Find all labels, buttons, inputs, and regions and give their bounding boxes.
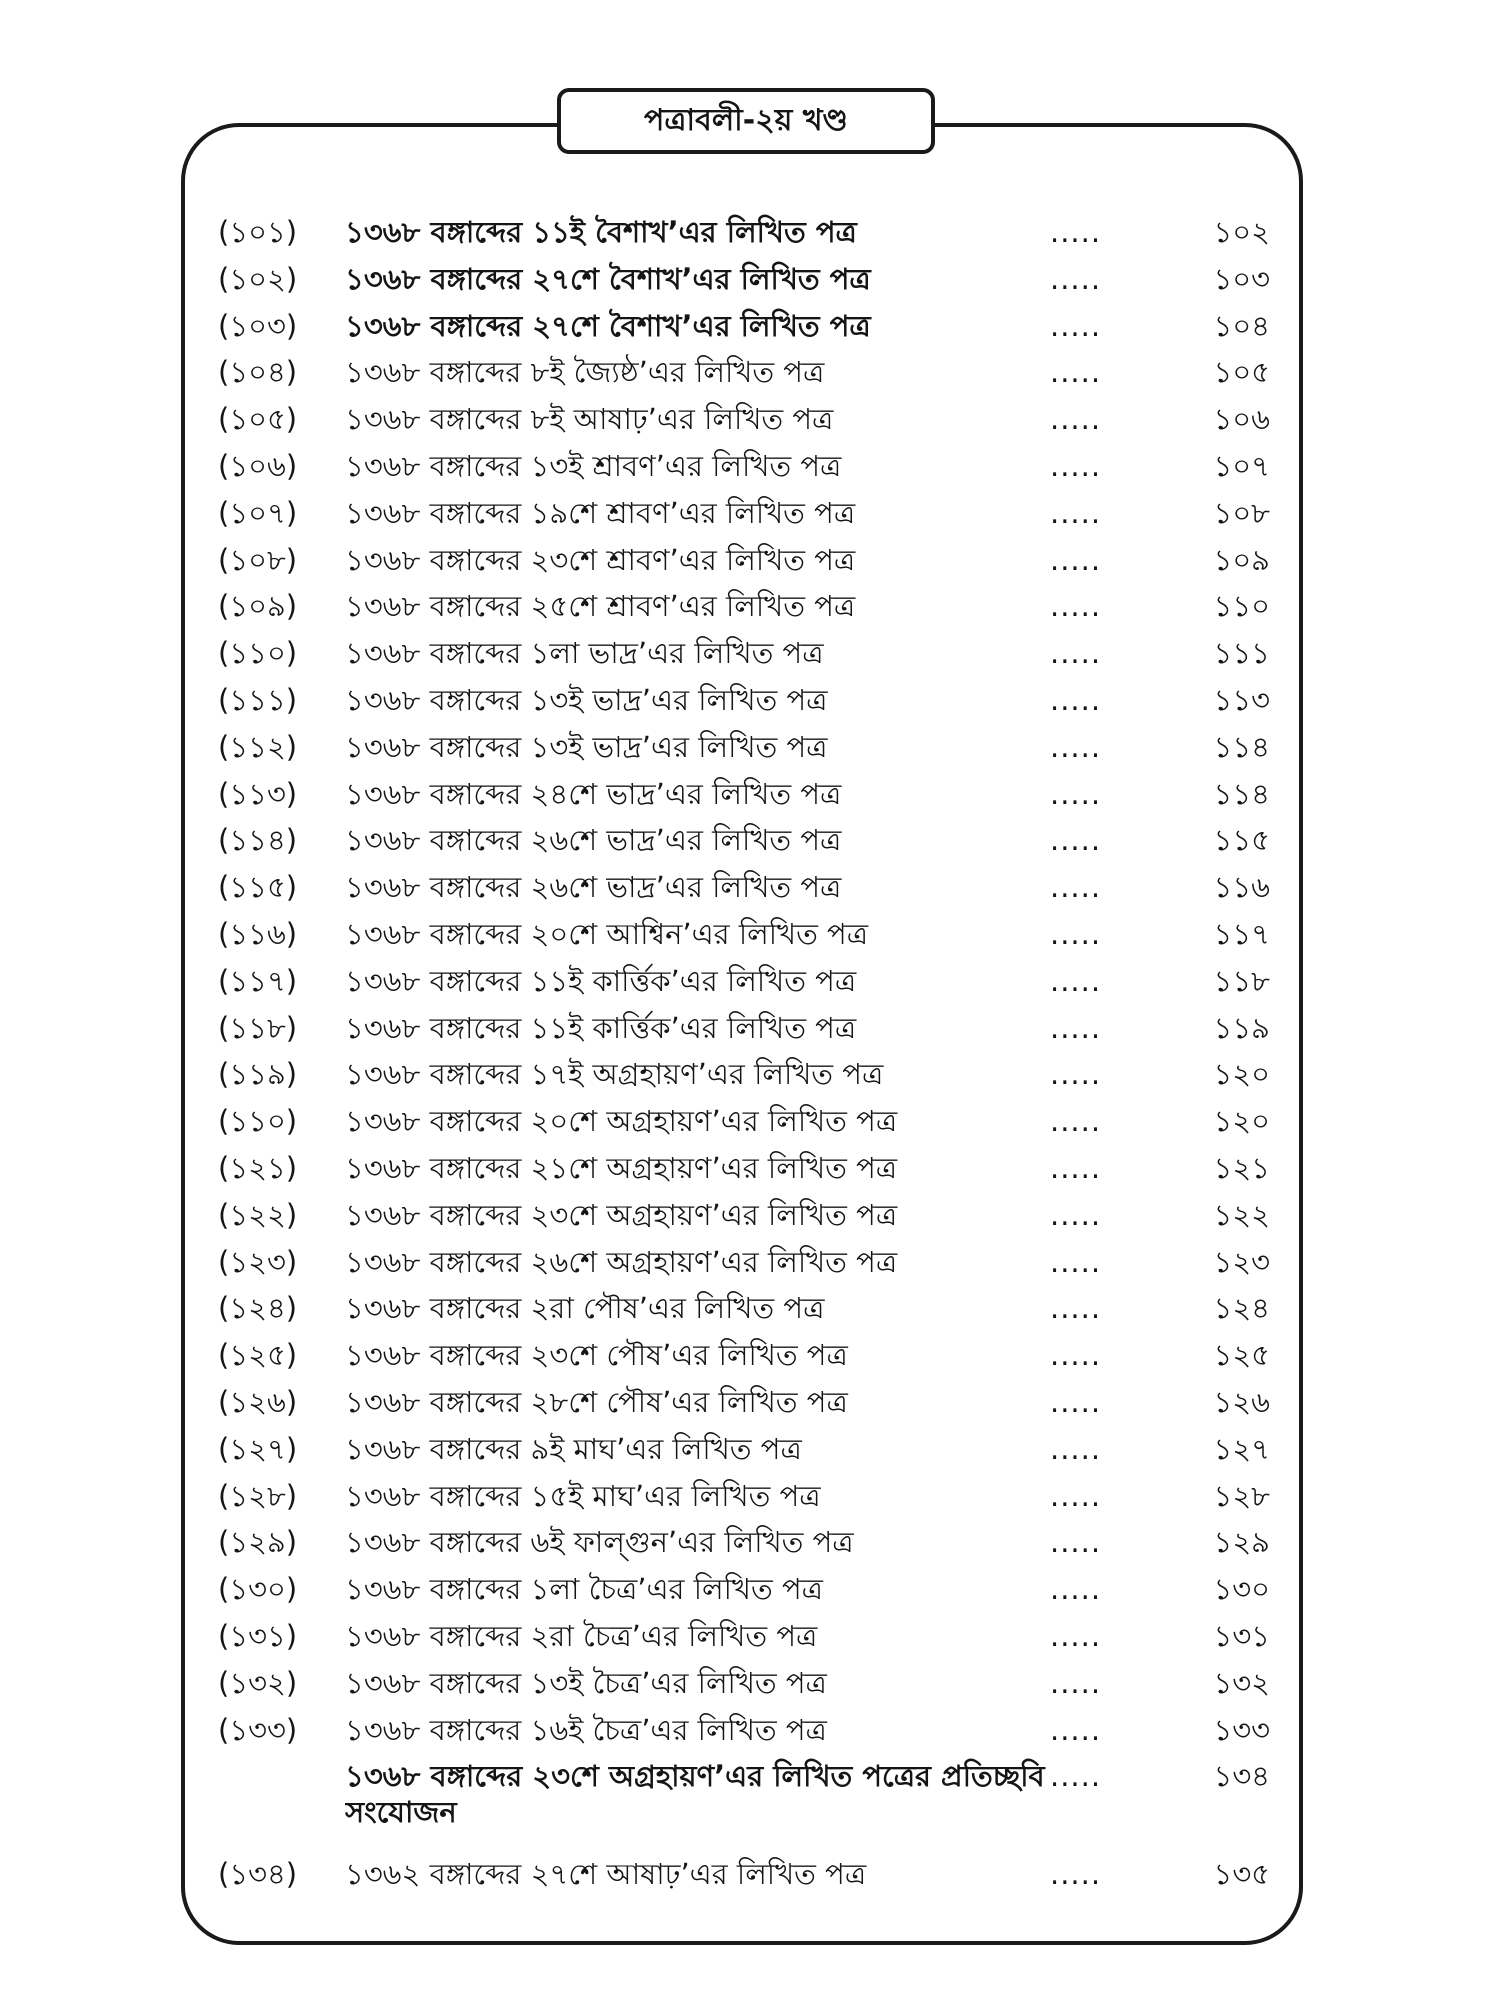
- toc-entry: [218, 1474, 1280, 1521]
- page-number: ১২১: [1213, 1150, 1270, 1185]
- entry-number: (১৩৩): [218, 1712, 298, 1747]
- entry-title: ১৩৬৮ বঙ্গাব্দের ৮ই আষাঢ়’এর লিখিত পত্র: [345, 402, 834, 437]
- entry-number: (১১১): [218, 682, 298, 717]
- toc-entry: [218, 350, 1280, 397]
- leader-dots: .....: [1050, 589, 1102, 624]
- toc-entry: [218, 257, 1280, 304]
- leader-dots: .....: [1050, 1572, 1102, 1607]
- supplement-entry-continued: [218, 1790, 1280, 1848]
- page-number: ১১৩: [1213, 682, 1270, 717]
- entry-number: (১২৩): [218, 1244, 298, 1279]
- leader-dots: .....: [1050, 542, 1102, 577]
- entry-number: (১৩১): [218, 1618, 298, 1653]
- leader-dots: .....: [1050, 355, 1102, 390]
- toc-entry-last: [218, 1852, 1280, 1899]
- entry-number: (১২৭): [218, 1431, 298, 1466]
- leader-dots: .....: [1050, 963, 1102, 998]
- leader-dots: .....: [1050, 1291, 1102, 1326]
- toc-entry: [218, 210, 1280, 257]
- entry-title: ১৩৬৮ বঙ্গাব্দের ২৫শে শ্রাবণ’এর লিখিত পত্র: [345, 589, 856, 624]
- page-number: ১২৭: [1213, 1431, 1270, 1466]
- leader-dots: .....: [1050, 1244, 1102, 1279]
- page-number: ১০৭: [1213, 448, 1270, 483]
- entry-number: (১১৩): [218, 776, 298, 811]
- toc-entry: [218, 1333, 1280, 1380]
- toc-entry: [218, 1006, 1280, 1053]
- entry-number: (১০৯): [218, 589, 298, 624]
- entry-title: ১৩৬৮ বঙ্গাব্দের ২৩শে শ্রাবণ’এর লিখিত পত্র: [345, 542, 856, 577]
- entry-title: ১৩৬৮ বঙ্গাব্দের ১লা চৈত্র’এর লিখিত পত্র: [345, 1572, 823, 1607]
- leader-dots: .....: [1050, 1010, 1102, 1045]
- entry-title: ১৩৬৮ বঙ্গাব্দের ৮ই জ্যৈষ্ঠ’এর লিখিত পত্র: [345, 355, 825, 390]
- toc-entry: [218, 678, 1280, 725]
- entry-title: ১৩৬৮ বঙ্গাব্দের ১৭ই অগ্রহায়ণ’এর লিখিত পত্র: [345, 1057, 884, 1092]
- toc-entry: [218, 304, 1280, 351]
- entry-number: (১২১): [218, 1150, 298, 1185]
- entry-title: ১৩৬৮ বঙ্গাব্দের ১লা ভাদ্র’এর লিখিত পত্র: [345, 636, 824, 671]
- page-number: ১১০: [1213, 589, 1270, 624]
- leader-dots: .....: [1050, 1618, 1102, 1653]
- toc-entry: [218, 1427, 1280, 1474]
- entry-title: ১৩৬৮ বঙ্গাব্দের ১১ই কার্ত্তিক’এর লিখিত পত্র: [345, 963, 857, 998]
- entry-title: ১৩৬৮ বঙ্গাব্দের ২রা চৈত্র’এর লিখিত পত্র: [345, 1618, 818, 1653]
- leader-dots: .....: [1050, 823, 1102, 858]
- leader-dots: .....: [1050, 1338, 1102, 1373]
- leader-dots: .....: [1050, 682, 1102, 717]
- entry-title: ১৩৬৮ বঙ্গাব্দের ২৭শে বৈশাখ’এর লিখিত পত্র: [345, 261, 871, 296]
- entry-number: (১১৪): [218, 823, 298, 858]
- page-number: ১১৪: [1213, 776, 1270, 811]
- entry-title: ১৩৬৮ বঙ্গাব্দের ১৩ই ভাদ্র’এর লিখিত পত্র: [345, 682, 828, 717]
- table-of-contents: [218, 210, 1280, 1899]
- toc-entry: [218, 538, 1280, 585]
- page-number: ১০২: [1213, 215, 1270, 249]
- leader-dots: .....: [1050, 1525, 1102, 1560]
- leader-dots: .....: [1050, 1150, 1102, 1185]
- leader-dots: .....: [1050, 1712, 1102, 1747]
- toc-entry: [218, 1708, 1280, 1755]
- toc-entry: [218, 397, 1280, 444]
- leader-dots: .....: [1050, 1759, 1102, 1794]
- entry-title: ১৩৬৮ বঙ্গাব্দের ১৩ই ভাদ্র’এর লিখিত পত্র: [345, 729, 828, 764]
- page-number: ১০৬: [1213, 402, 1270, 437]
- page-number: ১১১: [1213, 636, 1270, 671]
- page-number: ১২২: [1213, 1197, 1270, 1232]
- toc-entry: [218, 1146, 1280, 1193]
- toc-entry: [218, 725, 1280, 772]
- leader-dots: .....: [1050, 1197, 1102, 1232]
- page-number: ১৩১: [1213, 1618, 1270, 1653]
- page-number: ১১৮: [1213, 963, 1270, 998]
- toc-entry: [218, 584, 1280, 631]
- page-number: ১২৬: [1213, 1384, 1270, 1419]
- toc-entry: [218, 1099, 1280, 1146]
- page-number: ১০৫: [1213, 355, 1270, 390]
- entry-title: ১৩৬৮ বঙ্গাব্দের ২৭শে বৈশাখ’এর লিখিত পত্র: [345, 308, 871, 343]
- entry-title: ১৩৬৮ বঙ্গাব্দের ১৯শে শ্রাবণ’এর লিখিত পত্র: [345, 495, 856, 530]
- entry-number: (১১০): [218, 636, 298, 671]
- entry-title: ১৩৬৮ বঙ্গাব্দের ২৩শে অগ্রহায়ণ’এর লিখিত পত্র: [345, 1197, 898, 1232]
- toc-entry: [218, 1240, 1280, 1287]
- entry-title: ১৩৬৮ বঙ্গাব্দের ৯ই মাঘ’এর লিখিত পত্র: [345, 1431, 802, 1466]
- leader-dots: .....: [1050, 916, 1102, 951]
- entry-list: [218, 210, 1280, 1754]
- toc-entry: [218, 959, 1280, 1006]
- entry-title: ১৩৬৮ বঙ্গাব্দের ১৩ই শ্রাবণ’এর লিখিত পত্র: [345, 448, 842, 483]
- entry-number: (১৩০): [218, 1572, 298, 1607]
- entry-number: (১১৬): [218, 916, 298, 951]
- page-number: ১২৪: [1213, 1291, 1270, 1326]
- entry-title: ১৩৬৮ বঙ্গাব্দের ২৪শে ভাদ্র’এর লিখিত পত্র: [345, 776, 842, 811]
- toc-entry: [218, 1661, 1280, 1708]
- entry-title: ১৩৬৮ বঙ্গাব্দের ৬ই ফাল্গুন’এর লিখিত পত্র: [345, 1525, 854, 1560]
- toc-entry: [218, 444, 1280, 491]
- leader-dots: .....: [1050, 636, 1102, 671]
- entry-number: (১০৪): [218, 355, 298, 390]
- entry-title: ১৩৬৮ বঙ্গাব্দের ১১ই কার্ত্তিক’এর লিখিত পত্র: [345, 1010, 857, 1045]
- entry-number: (১১৭): [218, 963, 298, 998]
- entry-number: (১২৯): [218, 1525, 298, 1560]
- page-number: ১৩৪: [1213, 1759, 1270, 1794]
- page-number: ১২৫: [1213, 1338, 1270, 1373]
- toc-entry: [218, 772, 1280, 819]
- leader-dots: .....: [1050, 261, 1102, 296]
- entry-title: ১৩৬৮ বঙ্গাব্দের ১৬ই চৈত্র’এর লিখিত পত্র: [345, 1712, 827, 1747]
- entry-title: ১৩৬৮ বঙ্গাব্দের ১১ই বৈশাখ’এর লিখিত পত্র: [345, 215, 857, 249]
- entry-number: (১১৮): [218, 1010, 298, 1045]
- leader-dots: .....: [1050, 495, 1102, 530]
- supplement-subtitle: সংযোজন: [345, 1795, 457, 1830]
- page-number: ১১৪: [1213, 729, 1270, 764]
- page-number: ১২০: [1213, 1057, 1270, 1092]
- entry-title: ১৩৬৮ বঙ্গাব্দের ১৫ই মাঘ’এর লিখিত পত্র: [345, 1478, 821, 1513]
- entry-title: ১৩৬৮ বঙ্গাব্দের ২৬শে অগ্রহায়ণ’এর লিখিত পত্র: [345, 1244, 898, 1279]
- entry-number: (১১৯): [218, 1057, 298, 1092]
- toc-entry: [218, 1286, 1280, 1333]
- page-number: ১০৩: [1213, 261, 1270, 296]
- page-number: ১৩০: [1213, 1572, 1270, 1607]
- leader-dots: .....: [1050, 1431, 1102, 1466]
- toc-entry: [218, 491, 1280, 538]
- leader-dots: .....: [1050, 870, 1102, 905]
- leader-dots: .....: [1050, 1057, 1102, 1092]
- entry-number: (১০৮): [218, 542, 298, 577]
- entry-number: (১১৫): [218, 870, 298, 905]
- entry-title: ১৩৬৮ বঙ্গাব্দের ২১শে অগ্রহায়ণ’এর লিখিত পত্র: [345, 1150, 898, 1185]
- toc-entry: [218, 1193, 1280, 1240]
- page-number: ১১৫: [1213, 823, 1270, 858]
- leader-dots: .....: [1050, 1478, 1102, 1513]
- entry-number: (১১০): [218, 1104, 298, 1139]
- toc-entry: [218, 865, 1280, 912]
- page-number: ১৩৫: [1213, 1857, 1270, 1892]
- page-title-box: [557, 88, 935, 154]
- entry-title: ১৩৬৮ বঙ্গাব্দের ২৬শে ভাদ্র’এর লিখিত পত্র: [345, 870, 842, 905]
- toc-entry: [218, 631, 1280, 678]
- page-number: ১০৪: [1213, 308, 1270, 343]
- toc-entry: [218, 1567, 1280, 1614]
- entry-title: ১৩৬৮ বঙ্গাব্দের ২০শে আশ্বিন’এর লিখিত পত্র: [345, 916, 869, 951]
- entry-title: ১৩৬৮ বঙ্গাব্দের ২রা পৌষ’এর লিখিত পত্র: [345, 1291, 825, 1326]
- page-number: ১১৭: [1213, 916, 1270, 951]
- entry-title: ১৩৬৮ বঙ্গাব্দের ২০শে অগ্রহায়ণ’এর লিখিত পত্র: [345, 1104, 898, 1139]
- supplement-entry: [218, 1754, 1280, 1794]
- page-number: ১২৩: [1213, 1244, 1270, 1279]
- leader-dots: .....: [1050, 1384, 1102, 1419]
- leader-dots: .....: [1050, 1857, 1102, 1892]
- entry-number: (১২৫): [218, 1338, 298, 1373]
- leader-dots: .....: [1050, 1665, 1102, 1700]
- supplement-title: ১৩৬৮ বঙ্গাব্দের ২৩শে অগ্রহায়ণ’এর লিখিত পত্রের প্রতিচ্ছবি: [345, 1759, 1045, 1794]
- entry-number: (১২৮): [218, 1478, 298, 1513]
- entry-number: (১৩৪): [218, 1857, 298, 1892]
- entry-title: ১৩৬৮ বঙ্গাব্দের ২৩শে পৌষ’এর লিখিত পত্র: [345, 1338, 848, 1373]
- entry-number: (১০৩): [218, 308, 298, 343]
- page-number: ১১৯: [1213, 1010, 1270, 1045]
- leader-dots: .....: [1050, 215, 1102, 249]
- leader-dots: .....: [1050, 308, 1102, 343]
- entry-number: (১০৬): [218, 448, 298, 483]
- entry-title: ১৩৬২ বঙ্গাব্দের ২৭শে আষাঢ়’এর লিখিত পত্র: [345, 1857, 867, 1892]
- toc-entry: [218, 1520, 1280, 1567]
- entry-title: ১৩৬৮ বঙ্গাব্দের ২৬শে ভাদ্র’এর লিখিত পত্র: [345, 823, 842, 858]
- page-number: ১১৬: [1213, 870, 1270, 905]
- page-number: ১০৯: [1213, 542, 1270, 577]
- leader-dots: .....: [1050, 776, 1102, 811]
- toc-entry: [218, 1052, 1280, 1099]
- entry-number: (১০১): [218, 215, 298, 249]
- entry-number: (১২৪): [218, 1291, 298, 1326]
- page-number: ১২৯: [1213, 1525, 1270, 1560]
- entry-number: (১১২): [218, 729, 298, 764]
- entry-number: (১২৬): [218, 1384, 298, 1419]
- page-number: ১৩২: [1213, 1665, 1270, 1700]
- toc-entry: [218, 1614, 1280, 1661]
- page-number: ১০৮: [1213, 495, 1270, 530]
- toc-entry: [218, 1380, 1280, 1427]
- entry-number: (১০৭): [218, 495, 298, 530]
- page-number: ১৩৩: [1213, 1712, 1270, 1747]
- entry-title: ১৩৬৮ বঙ্গাব্দের ১৩ই চৈত্র’এর লিখিত পত্র: [345, 1665, 827, 1700]
- leader-dots: .....: [1050, 402, 1102, 437]
- entry-number: (১০৫): [218, 402, 298, 437]
- entry-number: (১২২): [218, 1197, 298, 1232]
- entry-title: ১৩৬৮ বঙ্গাব্দের ২৮শে পৌষ’এর লিখিত পত্র: [345, 1384, 848, 1419]
- toc-entry: [218, 818, 1280, 865]
- leader-dots: .....: [1050, 1104, 1102, 1139]
- page-number: ১২৮: [1213, 1478, 1270, 1513]
- page-number: ১২০: [1213, 1104, 1270, 1139]
- entry-number: (১৩২): [218, 1665, 298, 1700]
- page-title: পত্রাবলী-২য় খণ্ড: [644, 102, 848, 138]
- leader-dots: .....: [1050, 729, 1102, 764]
- entry-number: (১০২): [218, 261, 298, 296]
- toc-entry: [218, 912, 1280, 959]
- leader-dots: .....: [1050, 448, 1102, 483]
